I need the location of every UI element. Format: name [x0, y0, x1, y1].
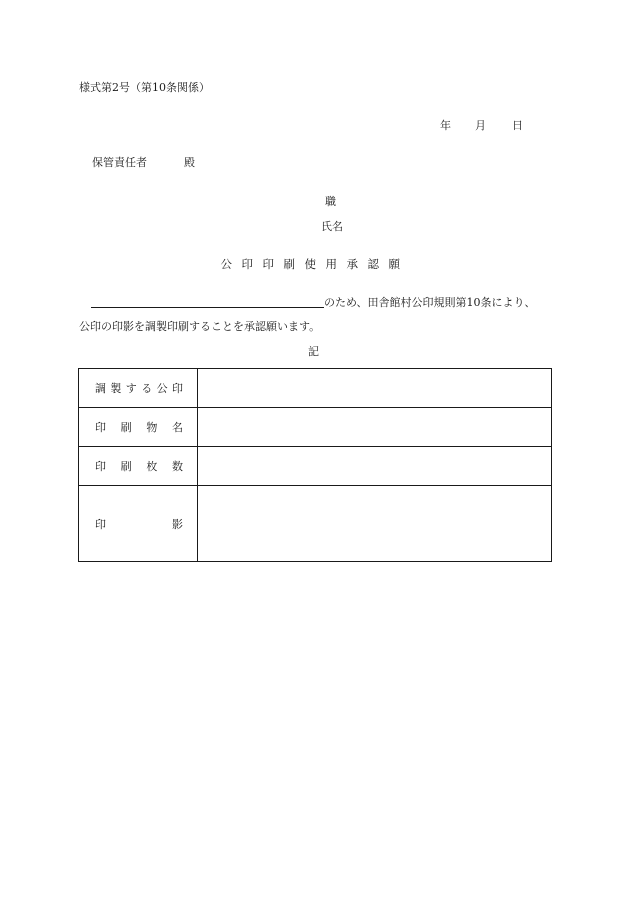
seal-to-prepare-field[interactable]	[198, 369, 552, 408]
seal-impression-label: 印影	[95, 517, 183, 531]
table-row	[79, 369, 552, 408]
date-month-label: 月	[475, 119, 486, 132]
body-line-1-text: のため、田舎館村公印規則第10条により、	[324, 296, 536, 309]
printed-matter-name-field[interactable]	[198, 408, 552, 447]
seal-impression-field[interactable]	[198, 486, 552, 562]
form-number: 様式第2号（第10条関係）	[79, 81, 210, 94]
row-label-cell	[79, 486, 198, 562]
addressee-title: 保管責任者	[92, 156, 147, 169]
table-row	[79, 408, 552, 447]
row-label-cell	[79, 447, 198, 486]
details-table	[78, 368, 552, 562]
body-line-2: 公印の印影を調製印刷することを承認願います。	[79, 320, 321, 333]
applicant-position-label: 職	[325, 195, 336, 208]
row-label-cell	[79, 408, 198, 447]
table-row	[79, 447, 552, 486]
note-mark: 記	[308, 345, 319, 358]
addressee	[92, 156, 195, 169]
row-label-cell	[79, 369, 198, 408]
purpose-blank-field[interactable]	[91, 297, 324, 308]
seal-to-prepare-label: 調製する公印	[95, 382, 183, 395]
date-year-label: 年	[440, 119, 451, 132]
body-line-1	[80, 297, 536, 308]
date-day-label: 日	[512, 119, 523, 132]
printed-matter-name-label: 印刷物名	[95, 421, 183, 434]
applicant-name-label: 氏名	[321, 220, 343, 233]
print-count-field[interactable]	[198, 447, 552, 486]
addressee-honorific: 殿	[184, 156, 195, 169]
print-count-label: 印刷枚数	[95, 460, 183, 473]
table-row	[79, 486, 552, 562]
document-title: 公印印刷使用承認願	[220, 257, 410, 271]
